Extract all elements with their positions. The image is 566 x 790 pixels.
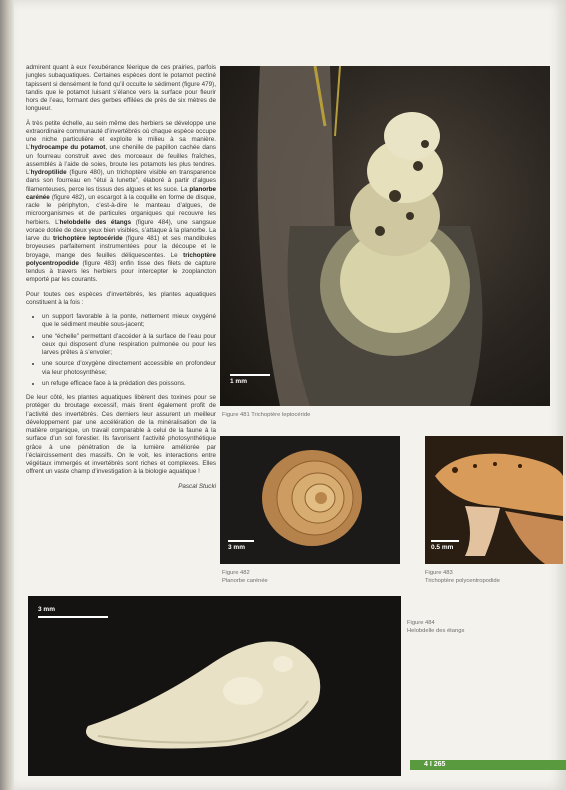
leech-illustration [28,596,401,776]
leech-photo [28,596,401,776]
paragraph-1: admirent quant à eux l’exubérance féerique de ces prairies, parfois jungles subaquatiques. Certaines espèces dont le potamot pectiné tapissent si densément le fond qu’il occulte le sédiment (figure 479), tandis que le potamot luisant s’élance vers la surface pour fleurir hors de l’eau, formant des gerbes effilées de près de six mètres de longueur. [26,64,216,113]
article-text [26,64,216,497]
snail-shell-photo [220,436,400,564]
scale-bar: 1 mm [230,374,270,385]
larva-head-photo [425,436,563,564]
list-item: • un support favorable à la ponte, nettement mieux oxygéné que le sédiment meuble sous-jacent; [42,313,216,330]
paragraph-2: À très petite échelle, au sein même des herbiers se développe une extraordinaire communauté d’invertébrés où chaque espèce occupe une niche particulière et exploite le milieu à sa manière. L’hydrocampe du potamot, une chenille de papillon cachée dans un fourreau construit avec des morceaux de feuilles fraîches, assemblés à l’aide de soies, broute les potamots les plus tendres. L’hydroptilide (figure 480), un trichoptère visible en transparence dans son fourreau en “étui à lunette”, élaboré à partir d’algues filamenteuses, perce les tissus des algues et les suce. La planorbe carénée (figure 482), un escargot à la coquille en forme de disque, racle le périphyton, c’est-à-dire le manteau d’algues, de microorganismes et de particules organiques qui recouvre les herbiers. L’helobdelle des étangs (figure 484), une sangsue vorace dotée de deux yeux bien visibles, s’attaque à la planorbe. La larve du trichoptère leptocéride (figure 481) et ses mandibules broyeuses parfaitement instrumentées pour la découpe et le broyage, mange des feuilles déliquescentes. Le trichoptère polycentropodide (figure 483) enfin tisse des filets de capture tendus à travers les herbiers pour intercepter le zooplancton emporté par les courants. [26,119,217,284]
list-item: • une “échelle” permettant d’accéder à la surface de l’eau pour ceux qui disposent d’une respiration pulmonée ou pour les larves prêtes à s’envoler; [42,333,216,358]
paragraph-4: De leur côté, les plantes aquatiques libèrent des toxines pour se protéger du broutage excessif, mais tirent également profit de l’activité des invertébrés. Ces derniers leur assurent un meilleur développement par une accélération de la minéralisation de la matière organique, un travail comparable à celui de la faune à la surface d’un sol forestier. Ils favorisent l’activité photosynthétique grâce à une pénétration de la lumière améliorée par l’éclaircissement des massifs. On le voit, les interactions entre végétaux immergés et invertébrés sont riches et complexes. Elles offrent un vaste champ d’investigation à la biologie aquatique ! [26,394,216,476]
figure-482-caption: Figure 482 Planorbe carénée [222,570,268,584]
scale-bar: 3 mm [38,606,108,620]
scale-bar: 0.5 mm [431,540,459,551]
paragraph-3: Pour toutes ces espèces d’invertébrés, les plantes aquatiques constituent à la fois : [26,290,216,306]
book-gutter [0,0,14,790]
figure-481-caption: Figure 481 Trichoptère leptocéride [222,412,311,418]
page-number: 4 I 265 [424,761,446,768]
bullet-list [26,313,216,388]
caddisfly-larva-photo [220,66,550,406]
scale-bar: 3 mm [228,540,254,551]
caddisfly-larva-illustration [220,66,550,406]
figure-484-caption: Figure 484 Helobdelle des étangs [407,620,465,634]
figure-483-caption: Figure 483 Trichoptère polycentropodide [425,570,500,584]
author-signature: Pascal Stucki [178,482,216,490]
list-item: • une source d’oxygène directement accessible en profondeur via leur photosynthèse; [42,360,216,377]
list-item: • un refuge efficace face à la prédation des poissons. [42,380,216,388]
